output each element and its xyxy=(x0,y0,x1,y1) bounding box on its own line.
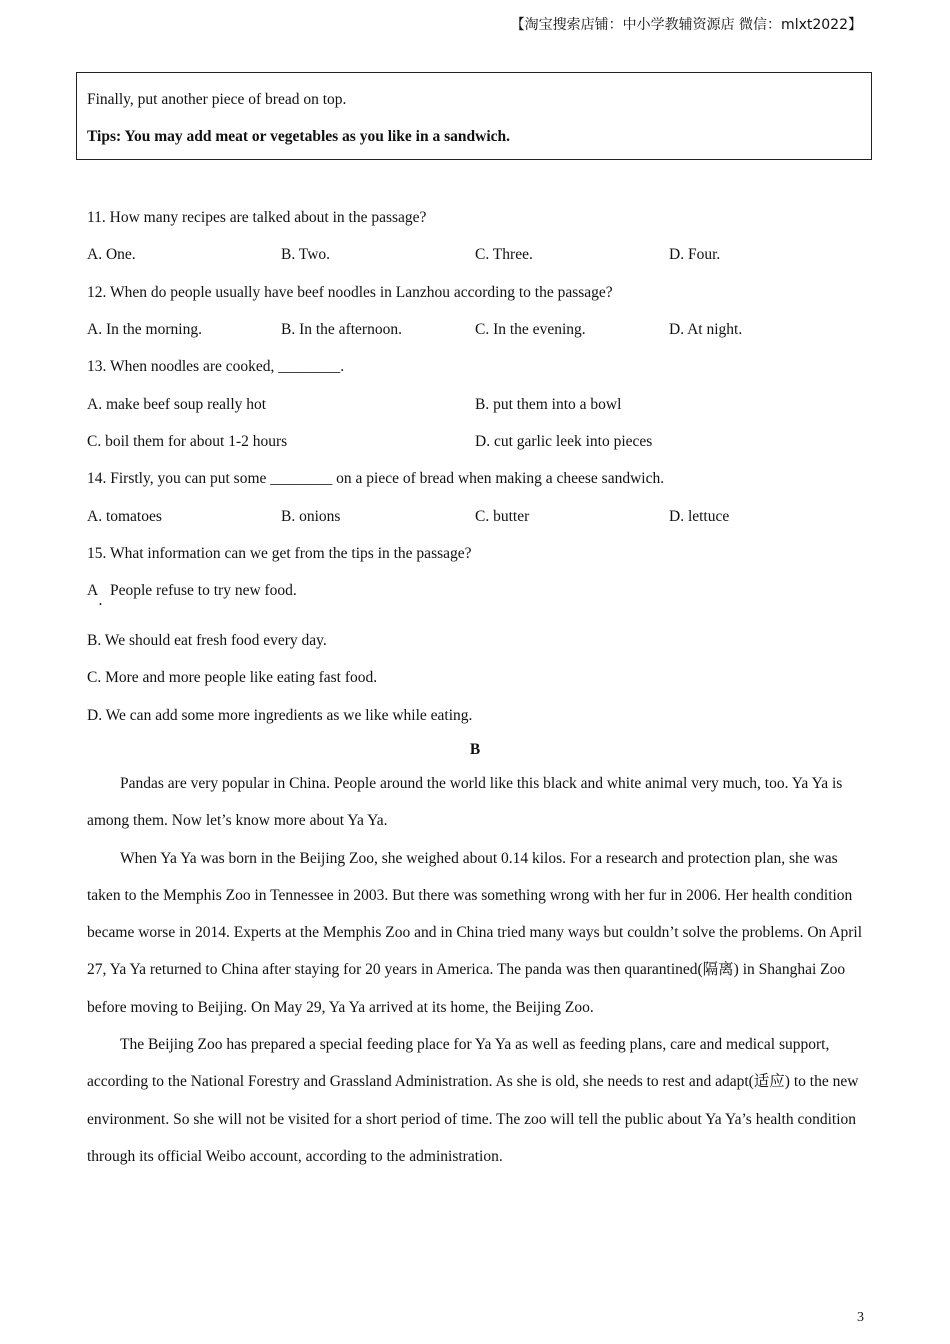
passage-paragraph: Pandas are very popular in China. People around the world like this black and white animal very much, too. Ya Ya is among them. Now let’s know more about Ya Ya. xyxy=(87,775,843,830)
question-15-option-d: D. We can add some more ingredients as we like while eating. xyxy=(87,707,473,724)
question-12-option-a: A. In the morning. xyxy=(87,321,202,338)
question-15-stem: 15. What information can we get from the tips in the passage? xyxy=(87,545,472,562)
question-15-option-a: People refuse to try new food. xyxy=(110,582,297,599)
question-14-option-d: D. lettuce xyxy=(669,508,730,525)
question-13-option-c: C. boil them for about 1-2 hours xyxy=(87,433,288,450)
question-13-option-a: A. make beef soup really hot xyxy=(87,396,267,413)
question-15-option-c: C. More and more people like eating fast food. xyxy=(87,669,378,686)
question-12-option-c: C. In the evening. xyxy=(475,321,586,338)
box-line: Finally, put another piece of bread on top. xyxy=(87,91,347,108)
question-14-stem: 14. Firstly, you can put some ________ on a piece of bread when making a cheese sandwich. xyxy=(87,470,665,487)
question-14-option-b: B. onions xyxy=(281,508,341,525)
question-13-stem: 13. When noodles are cooked, ________. xyxy=(87,358,345,375)
tips-line: Tips: You may add meat or vegetables as you like in a sandwich. xyxy=(87,128,511,145)
question-11-option-a: A. One. xyxy=(87,246,136,263)
question-14-option-c: C. butter xyxy=(475,508,530,525)
question-12-stem: 12. When do people usually have beef noodles in Lanzhou according to the passage? xyxy=(87,284,613,301)
section-title: B xyxy=(469,741,481,758)
page-number: 3 xyxy=(857,1310,864,1325)
passage-b xyxy=(87,765,867,1175)
question-12-option-b: B. In the afternoon. xyxy=(281,321,402,338)
question-11-stem: 11. How many recipes are talked about in the passage? xyxy=(87,209,427,226)
misplaced-period: . xyxy=(99,594,102,608)
question-15-option-a-letter: A xyxy=(87,582,99,599)
question-15-option-b: B. We should eat fresh food every day. xyxy=(87,632,327,649)
tips-box xyxy=(76,72,872,160)
question-13-option-b: B. put them into a bowl xyxy=(475,396,622,413)
question-11-option-b: B. Two. xyxy=(281,246,331,263)
question-11-option-c: C. Three. xyxy=(475,246,533,263)
page-header: 【淘宝搜索店铺：中小学教辅资源店 微信：mlxt2022】 xyxy=(510,17,862,33)
passage-paragraph: The Beijing Zoo has prepared a special feeding place for Ya Ya as well as feeding plans, care and medical support, according to the National Forestry and Grassland Administration. As she is old, she needs to rest and adapt(适应) to the new environment. So she will not be visited for a short period of time. The zoo will tell the public about Ya Ya’s health condition through its official Weibo account, according to the administration. xyxy=(87,1036,859,1165)
passage-paragraph: When Ya Ya was born in the Beijing Zoo, she weighed about 0.14 kilos. For a research and protection plan, she was taken to the Memphis Zoo in Tennessee in 2003. But there was something wrong with her fur in 2006. Her health condition became worse in 2014. Experts at the Memphis Zoo and in China tried many ways but couldn’t solve the problems. On April 27, Ya Ya returned to China after staying for 20 years in America. The panda was then quarantined(隔离) in Shanghai Zoo before moving to Beijing. On May 29, Ya Ya arrived at its home, the Beijing Zoo. xyxy=(87,849,862,1016)
question-11-option-d: D. Four. xyxy=(669,246,721,263)
question-13-option-d: D. cut garlic leek into pieces xyxy=(475,433,653,450)
question-14-option-a: A. tomatoes xyxy=(87,508,162,525)
question-12-option-d: D. At night. xyxy=(669,321,743,338)
